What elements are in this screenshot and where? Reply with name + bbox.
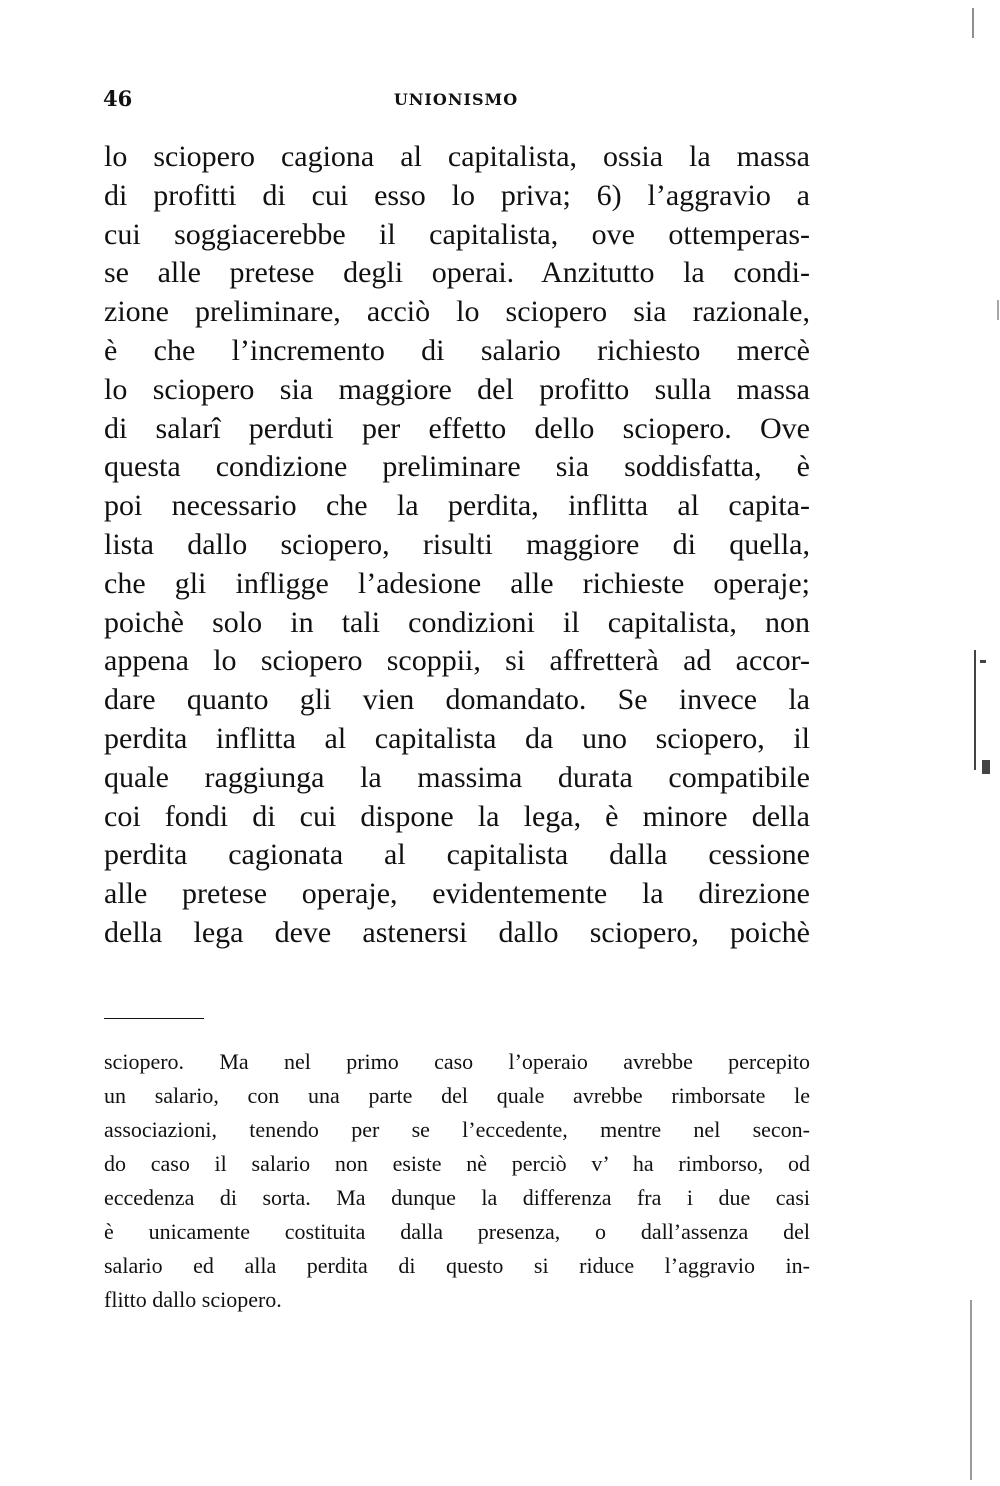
scan-artifact bbox=[980, 660, 986, 663]
body-line: se alle pretese degli operai. Anzitutto la condi- bbox=[104, 256, 810, 290]
body-line: alle pretese operaje, evidentemente la direzione bbox=[104, 877, 810, 911]
body-line: lo sciopero sia maggiore del profitto sulla massa bbox=[104, 372, 810, 406]
footnote-line: un salario, con una parte del quale avrebbe rimborsate le bbox=[104, 1083, 810, 1108]
running-head: UNIONISMO bbox=[393, 90, 519, 109]
body-line: poi necessario che la perdita, inflitta al capita- bbox=[104, 489, 810, 523]
scan-artifact bbox=[972, 8, 974, 38]
body-line: coi fondi di cui dispone la lega, è minore della bbox=[104, 799, 810, 833]
body-line: zione preliminare, acciò lo sciopero sia razionale, bbox=[104, 295, 810, 329]
scan-artifact bbox=[982, 760, 990, 774]
footnote-line: do caso il salario non esiste nè perciò v’ ha rimborso, od bbox=[104, 1151, 810, 1176]
body-line: lo sciopero cagiona al capitalista, ossia la massa bbox=[104, 140, 810, 173]
body-line: di salarî perduti per effetto dello sciopero. Ove bbox=[104, 411, 810, 445]
page-number: 46 bbox=[103, 86, 133, 111]
footnote-line: eccedenza di sorta. Ma dunque la differenza fra i due casi bbox=[104, 1185, 810, 1210]
footnote bbox=[104, 1045, 810, 1317]
body-text bbox=[104, 138, 810, 953]
footnote-line: è unicamente costituita dalla presenza, o dall’assenza del bbox=[104, 1219, 810, 1244]
body-line: quale raggiunga la massima durata compatibile bbox=[104, 760, 810, 794]
body-line: lista dallo sciopero, risulti maggiore di quella, bbox=[104, 527, 810, 561]
body-line: dare quanto gli vien domandato. Se invece la bbox=[104, 683, 810, 717]
footnote-line: flitto dallo sciopero. bbox=[104, 1287, 282, 1312]
scan-artifact bbox=[970, 1300, 972, 1480]
body-line: appena lo sciopero scoppii, si affretterà ad accor- bbox=[104, 644, 810, 678]
scan-artifact bbox=[997, 300, 999, 320]
scan-artifact bbox=[974, 650, 976, 770]
body-line: è che l’incremento di salario richiesto mercè bbox=[104, 333, 810, 367]
footnote-rule bbox=[104, 1018, 204, 1019]
footnote-line: associazioni, tenendo per se l’eccedente, mentre nel secon- bbox=[104, 1117, 810, 1142]
body-line: questa condizione preliminare sia soddisfatta, è bbox=[104, 450, 810, 484]
body-line: poichè solo in tali condizioni il capitalista, non bbox=[104, 605, 810, 639]
body-line: perdita inflitta al capitalista da uno sciopero, il bbox=[104, 721, 810, 755]
body-line: perdita cagionata al capitalista dalla cessione bbox=[104, 838, 810, 872]
footnote-line: sciopero. Ma nel primo caso l’operaio avrebbe percepito bbox=[104, 1049, 810, 1074]
body-line: che gli infligge l’adesione alle richieste operaje; bbox=[104, 566, 810, 600]
body-line: della lega deve astenersi dallo sciopero, poichè bbox=[104, 915, 810, 949]
footnote-line: salario ed alla perdita di questo si riduce l’aggravio in- bbox=[104, 1253, 810, 1278]
body-line: cui soggiacerebbe il capitalista, ove ottemperas- bbox=[104, 217, 810, 251]
body-line: di profitti di cui esso lo priva; 6) l’aggravio a bbox=[104, 178, 810, 212]
